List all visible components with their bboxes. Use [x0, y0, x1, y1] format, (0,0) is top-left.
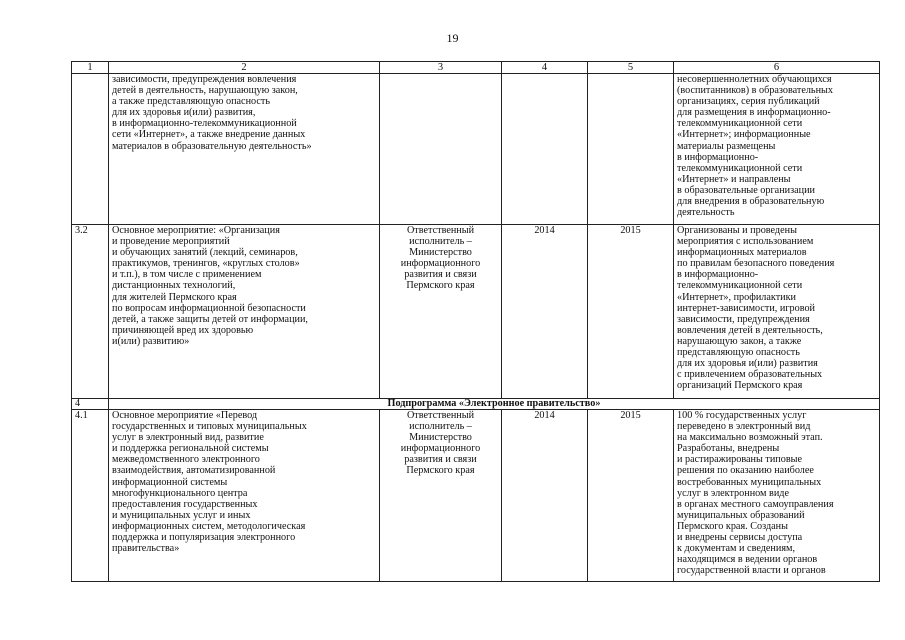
result-cell: несовершеннолетних обучающихся (воспитанников) в образовательных организациях, серия публикаций для размещения в информационно- телекоммуникационной сети «Интернет»; информационные материалы размещены в информационно- телекоммуникационной сети «Интернет» и направлены в образовательные организации для внедрения в образовательную деятельность [674, 74, 880, 225]
column-header: 5 [588, 62, 674, 74]
end-year-cell [588, 74, 674, 225]
column-header: 4 [502, 62, 588, 74]
row-number-cell: 3.2 [72, 225, 109, 399]
column-header: 1 [72, 62, 109, 74]
section-number-cell: 4 [72, 399, 109, 410]
table-row [72, 225, 880, 399]
activity-cell: Основное мероприятие «Перевод государственных и типовых муниципальных услуг в электронный вид, развитие и поддержка региональной системы межведомственного электронного взаимодействия, автоматизированной информационной системы многофункционального центра предоставления государственных и муниципальных услуг и иных информационных систем, методологическая поддержка и популяризация электронного правительства» [109, 410, 380, 582]
end-year-cell: 2015 [588, 410, 674, 582]
executor-cell: Ответственный исполнитель – Министерство информационного развития и связи Пермского края [380, 410, 502, 582]
result-cell: Организованы и проведены мероприятия с использованием информационных материалов по правилам безопасного поведения в информационно- телекоммуникационной сети «Интернет», профилактики интернет-зависимости, игровой зависимости, предупреждения вовлечения детей в деятельность, нарушающую закон, а также представляющую опасность для их здоровья и(или) развития с привлечением образовательных организаций Пермского края [674, 225, 880, 399]
row-number-cell: 4.1 [72, 410, 109, 582]
header-row [72, 62, 880, 74]
column-header: 3 [380, 62, 502, 74]
start-year-cell: 2014 [502, 225, 588, 399]
activity-cell: зависимости, предупреждения вовлечения детей в деятельность, нарушающую закон, а также представляющую опасность для их здоровья и(или) развития, в информационно-телекоммуникационной сети «Интернет», а также внедрение данных материалов в образовательную деятельность» [109, 74, 380, 225]
result-cell: 100 % государственных услуг переведено в электронный вид на максимально возможный этап. Разработаны, внедрены и растиражированы типовые решения по оказанию наиболее востребованных муниципальных услуг в электронном виде в органах местного самоуправления муниципальных образований Пермского края. Созданы и внедрены сервисы доступа к документам и сведениям, находящимся в ведении органов государственной власти и органов [674, 410, 880, 582]
subprogram-title: Подпрограмма «Электронное правительство» [109, 399, 880, 410]
column-header: 2 [109, 62, 380, 74]
start-year-cell: 2014 [502, 410, 588, 582]
executor-cell: Ответственный исполнитель – Министерство информационного развития и связи Пермского края [380, 225, 502, 399]
start-year-cell [502, 74, 588, 225]
row-number-cell [72, 74, 109, 225]
program-table [71, 61, 880, 582]
table-row [72, 410, 880, 582]
page-number: 19 [446, 31, 459, 45]
end-year-cell: 2015 [588, 225, 674, 399]
table-row [72, 74, 880, 225]
executor-cell [380, 74, 502, 225]
activity-cell: Основное мероприятие: «Организация и проведение мероприятий и обучающих занятий (лекций, семинаров, практикумов, тренингов, «круглых столов» и т.п.), в том числе с применением дистанционных технологий, для жителей Пермского края по вопросам информационной безопасности детей, а также защиты детей от информации, причиняющей вред их здоровью и(или) развитию» [109, 225, 380, 399]
column-header: 6 [674, 62, 880, 74]
subprogram-header-row [72, 399, 880, 410]
